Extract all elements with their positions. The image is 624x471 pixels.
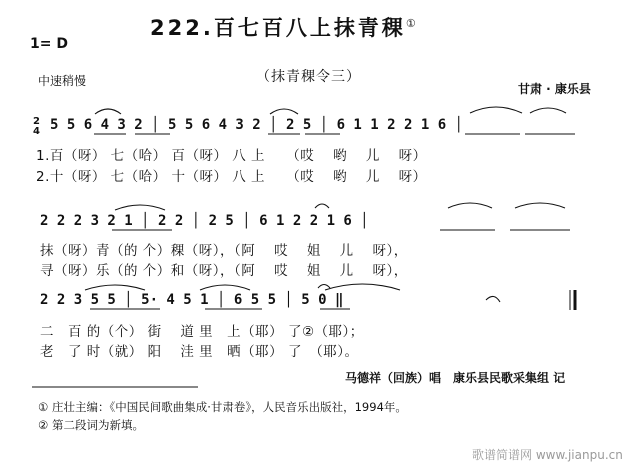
lyric-line-3-verse-1: 二 百 的（个） 街 道 里 上（耶） 了②（耶）； <box>40 324 364 340</box>
notation-line-2: 2 2 2 3 2 1 │ 2 2 │ 2 5 │ 6 1 2 2 1 6 │ <box>40 213 369 229</box>
song-subtitle: （抹青稞令三） <box>256 69 361 85</box>
site-watermark: 歌谱简谱网 www.jianpu.cn <box>472 448 623 462</box>
fermata-mark <box>315 204 329 208</box>
slur <box>515 203 565 208</box>
performer-credit: 马德祥（回族）唱 康乐县民歌采集组 记 <box>345 371 566 385</box>
lyric-line-2-verse-2: 寻（呀）乐（的 个）和（呀），（阿 哎 姐 儿 呀）， <box>40 263 408 279</box>
slur <box>270 109 298 114</box>
tempo-marking: 中速稍慢 <box>38 74 87 88</box>
slur <box>95 109 121 114</box>
slur <box>530 108 566 113</box>
footnote-2: ② 第二段词为新填。 <box>38 418 144 432</box>
lyric-line-3-verse-2: 老 了 时（就） 阳 洼 里 晒（耶） 了 （耶）。 <box>40 344 359 360</box>
title-footnote-marker: ① <box>405 17 416 30</box>
tie <box>325 284 400 290</box>
song-region: 甘肃 · 康乐县 <box>518 82 591 96</box>
song-title: 222.百七百八上抹青稞① <box>150 16 416 40</box>
slur <box>448 203 492 208</box>
breath-arrow <box>486 296 500 302</box>
time-signature: 2 4 <box>33 116 40 137</box>
lyric-line-1-verse-2: 2.十（呀） 七（哈） 十（呀） 八 上 （哎 哟 儿 呀） <box>36 169 427 185</box>
notation-line-1: 5 5 6 4 3 2 │ 5 5 6 4 3 2 │ 2 5 │ 6 1 1 2 2 1 6 │ <box>50 117 464 133</box>
footnote-1: ① 庄壮主编：《中国民间歌曲集成·甘肃卷》，人民音乐出版社，1994年。 <box>38 400 407 414</box>
slur <box>115 205 165 210</box>
notation-line-3: 2 2 3 5 5 │ 5· 4 5 1 │ 6 5 5 │ 5 0 ‖ <box>40 292 344 308</box>
key-signature: 1= D <box>30 36 68 52</box>
lyric-line-2-verse-1: 抹（呀）青（的 个）稞（呀），（阿 哎 姐 儿 呀）， <box>40 243 408 259</box>
slur <box>470 107 522 113</box>
slur <box>200 285 250 290</box>
slur <box>85 285 145 290</box>
lyric-line-1-verse-1: 1.百（呀） 七（哈） 百（呀） 八 上 （哎 哟 儿 呀） <box>36 148 427 164</box>
fermata-mark <box>318 285 330 289</box>
